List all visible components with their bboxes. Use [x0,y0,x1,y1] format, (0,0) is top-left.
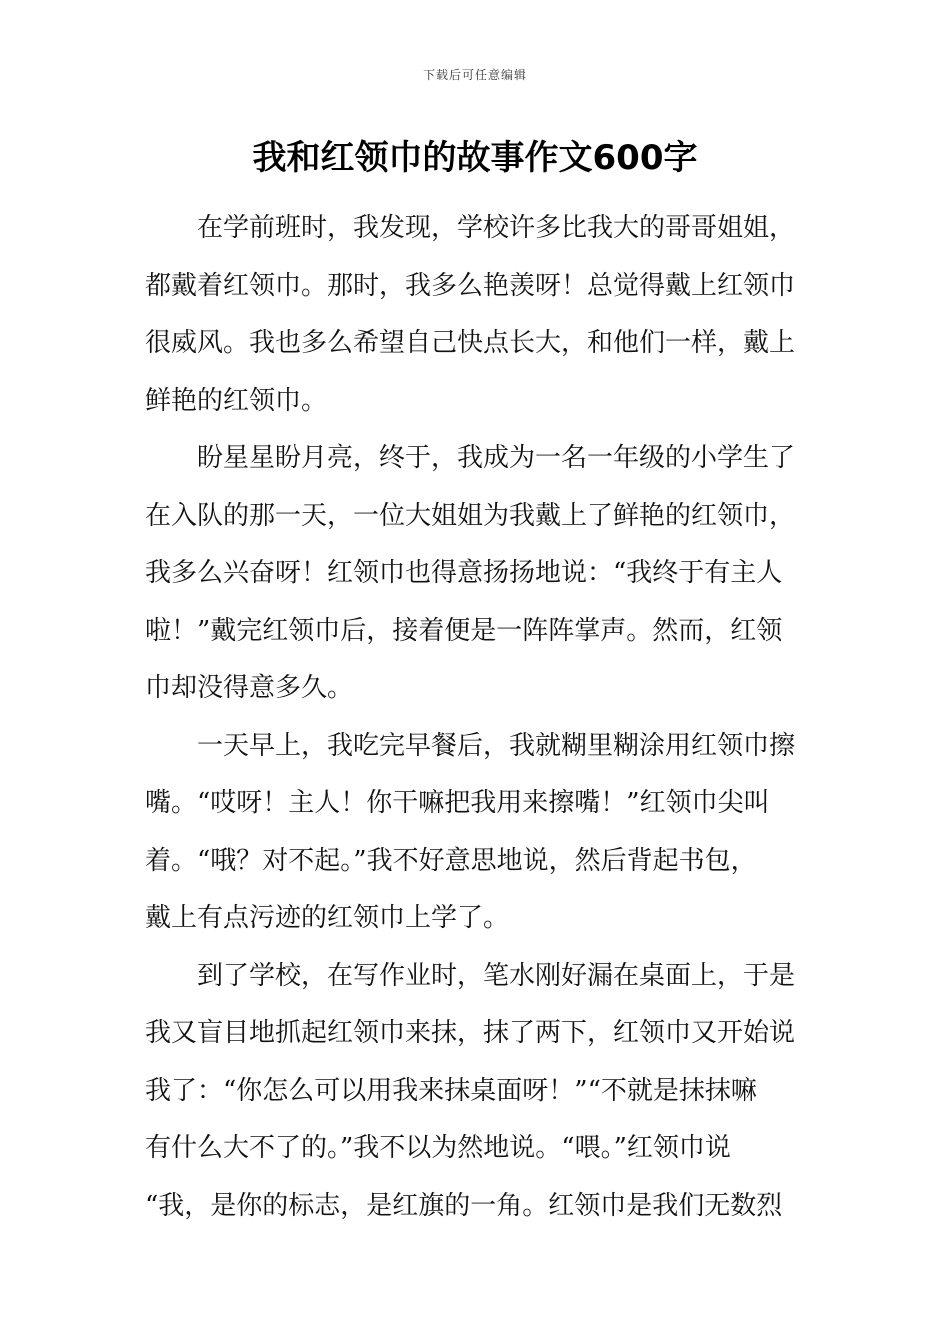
text-line: 我了：“你怎么可以用我来抹桌面呀！”“不就是抹抹嘛 [145,1075,757,1106]
text-line: 在学前班时，我发现，学校许多比我大的哥哥姐姐， [197,213,796,243]
document-title: 我和红领巾的故事作文600字 [252,138,698,178]
text-line: 我又盲目地抓起红领巾来抹，抹了两下，红领巾又开始说 [145,1018,796,1048]
text-line: 我多么兴奋呀！红领巾也得意扬扬地说：“我终于有主人 [145,558,783,588]
text-line: 在入队的那一天，一位大姐姐为我戴上了鲜艳的红领巾， [145,500,796,531]
text-line: 巾却没得意多久。 [145,673,354,703]
text-line: 很威风。我也多么希望自己快点长大，和他们一样，戴上 [145,328,796,358]
text-line: 盼星星盼月亮，终于，我成为一名一年级的小学生了 [197,443,796,473]
text-line: 都戴着红领巾。那时，我多么艳羡呀！总觉得戴上红领巾 [145,270,796,301]
essay-body [145,200,810,1235]
text-line: 戴上有点污迹的红领巾上学了。 [145,903,510,933]
text-line: 着。“哦？对不起。”我不好意思地说，然后背起书包， [145,845,757,876]
text-line: 有什么大不了的。”我不以为然地说。“喂。”红领巾说 [145,1133,731,1163]
text-line: 啦！”戴完红领巾后，接着便是一阵阵掌声。然而，红领 [145,615,783,646]
text-line: “我，是你的标志，是红旗的一角。红领巾是我们无数烈 [145,1190,783,1221]
text-line: 到了学校，在写作业时，笔水刚好漏在桌面上，于是 [197,960,796,991]
text-line: 嘴。“哎呀！主人！你干嘛把我用来擦嘴！”红领巾尖叫 [145,788,770,818]
header-note: 下载后可任意编辑 [422,68,527,82]
text-line: 鲜艳的红领巾。 [145,385,328,416]
text-line: 一天早上，我吃完早餐后，我就糊里糊涂用红领巾擦 [197,730,796,761]
